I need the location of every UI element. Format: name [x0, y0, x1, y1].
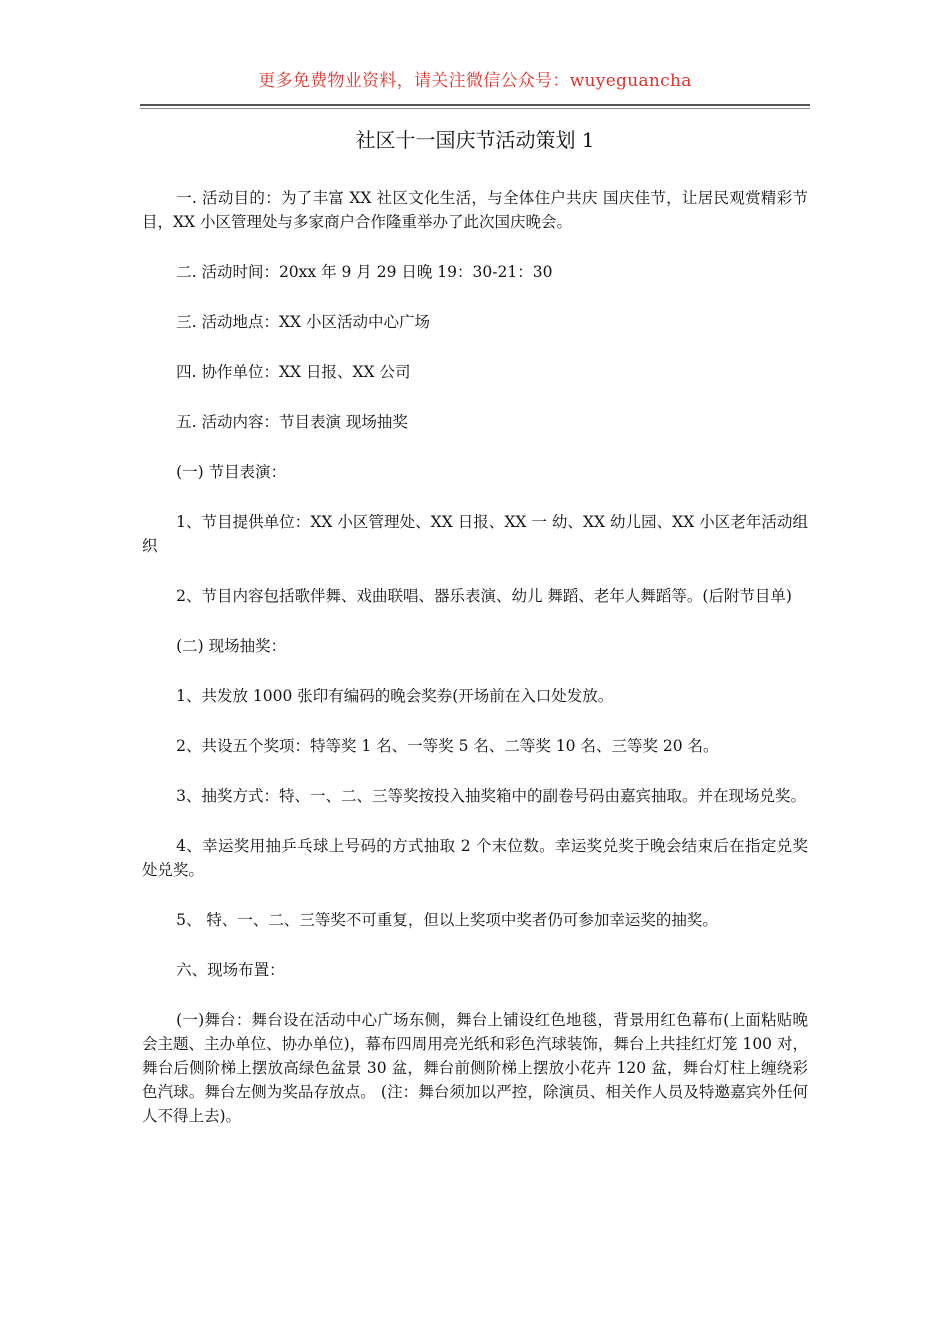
paragraph-time: 二. 活动时间：20xx 年 9 月 29 日晚 19：30-21：30: [176, 263, 553, 281]
paragraph-content: 五. 活动内容：节目表演 现场抽奖: [176, 413, 408, 431]
paragraph-venue-setup: 六、现场布置：: [176, 961, 285, 979]
header-divider-thin: [140, 108, 810, 109]
header-divider-thick: [140, 104, 810, 106]
header-promo-note: 更多免费物业资料，请关注微信公众号：wuyeguancha: [258, 71, 692, 91]
paragraph-lottery-tickets: 1、共发放 1000 张印有编码的晚会奖券(开场前在入口处发放。: [176, 687, 614, 705]
paragraph-location: 三. 活动地点：XX 小区活动中心广场: [176, 313, 430, 331]
paragraph-stage: (一)舞台：舞台设在活动中心广场东侧，舞台上铺设红色地毯，背景用红色幕布(上面粘贴晚会主题、主办单位、协办单位)，幕布四周用亮光纸和彩色汽球装饰，舞台上共挂红灯笼 100 对，舞台后侧阶梯上摆放高绿色盆景 30 盆，舞台前侧阶梯上摆放小花卉 120 盆，舞台灯柱上缠绕彩色汽球。舞台左侧为奖品存放点。 (注：舞台须加以严控，除演员、相关作人员及特邀嘉宾外任何人不得上去)。: [142, 1011, 808, 1125]
paragraph-purpose: 一. 活动目的：为了丰富 XX 社区文化生活，与全体住户共庆 国庆佳节，让居民观赏精彩节目，XX 小区管理处与多家商户合作隆重举办了此次国庆晚会。: [142, 189, 808, 231]
paragraph-performance-providers: 1、节目提供单位：XX 小区管理处、XX 日报、XX 一 幼、XX 幼儿园、XX 小区老年活动组织: [142, 513, 808, 555]
paragraph-lottery-method: 3、抽奖方式：特、一、二、三等奖按投入抽奖箱中的副卷号码由嘉宾抽取。并在现场兑奖。: [176, 787, 806, 805]
paragraph-prize-rule: 5、 特、一、二、三等奖不可重复，但以上奖项中奖者仍可参加幸运奖的抽奖。: [176, 911, 718, 929]
paragraph-lottery-prizes: 2、共设五个奖项：特等奖 1 名、一等奖 5 名、二等奖 10 名、三等奖 20 名。: [176, 737, 719, 755]
paragraph-lucky-prize: 4、幸运奖用抽乒乓球上号码的方式抽取 2 个末位数。幸运奖兑奖于晚会结束后在指定兑奖处兑奖。: [142, 837, 808, 879]
subheading-lottery: (二) 现场抽奖：: [176, 637, 287, 655]
subheading-performances: (一) 节目表演：: [176, 463, 287, 481]
paragraph-partners: 四. 协作单位：XX 日报、XX 公司: [176, 363, 411, 381]
document-title: 社区十一国庆节活动策划 1: [355, 128, 595, 152]
paragraph-performance-content: 2、节目内容包括歌伴舞、戏曲联唱、器乐表演、幼儿 舞蹈、老年人舞蹈等。(后附节目单): [176, 587, 792, 605]
document-body: [142, 186, 808, 1154]
